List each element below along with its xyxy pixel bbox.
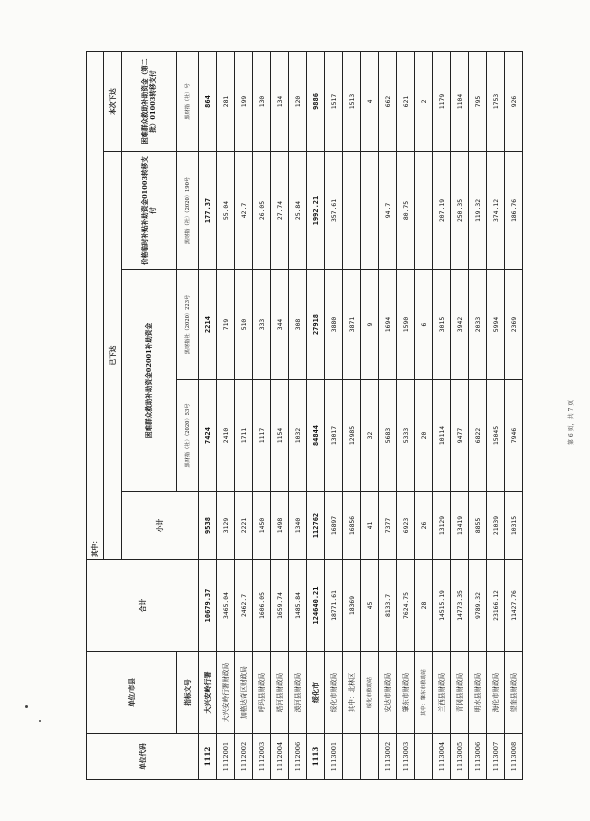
unit-name-cell: 加格达奇区财政局 [235,652,253,734]
subtotal-cell: 26 [415,492,433,560]
col-head-doc3: 黑财指（社）（2020）190号 [177,152,199,270]
unit-name-cell: 肇东市财政局 [397,652,415,734]
table-row [343,51,361,779]
subtotal-cell: 8855 [469,492,487,560]
unit-code-cell: 1113007 [487,734,505,780]
fund2-cell: 25.84 [289,152,307,270]
fund1-doc1-cell: 20 [415,380,433,492]
fund2-cell: 186.76 [505,152,523,270]
fund2-cell: 374.12 [487,152,505,270]
fund2-cell [361,152,379,270]
fund2-cell: 80.75 [397,152,415,270]
fund2-cell: 1992.21 [307,152,325,270]
unit-code-cell: 1112006 [289,734,307,780]
table-row [253,51,271,779]
unit-name-cell: 望奎县财政局 [505,652,523,734]
subtotal-cell: 16856 [343,492,361,560]
fund1-doc2-cell: 510 [235,270,253,380]
fund1-doc2-cell: 3942 [451,270,469,380]
fund1-doc2-cell: 333 [253,270,271,380]
fund1-doc2-cell: 2369 [505,270,523,380]
total-cell: 1659.74 [271,560,289,652]
fund2-cell [415,152,433,270]
fund1-doc2-cell: 344 [271,270,289,380]
col-head-fund2: 价格临时补贴补助资金01003转移支付 [122,152,177,270]
subtotal-cell: 1498 [271,492,289,560]
col-head-code: 单位代码 [87,734,199,780]
subtotal-cell: 1340 [289,492,307,560]
table-row [379,51,397,779]
page-footer [566,395,586,475]
fund1-doc1-cell: 1117 [253,380,271,492]
col-head-unit: 单位/市县 [87,652,177,734]
table-row [433,51,451,779]
unit-code-cell: 1113004 [433,734,451,780]
unit-name-cell: 兰西县财政局 [433,652,451,734]
fund3-cell: 9886 [307,51,325,151]
total-cell: 18771.61 [325,560,343,652]
subtotal-cell: 7377 [379,492,397,560]
total-cell: 28 [415,560,433,652]
table-row [487,51,505,779]
col-head-total: 合计 [87,560,199,652]
fund1-doc2-cell: 3015 [433,270,451,380]
total-cell: 23166.12 [487,560,505,652]
fund3-cell: 1517 [325,51,343,151]
table-row [451,51,469,779]
fund3-cell: 199 [235,51,253,151]
fund1-doc1-cell: 5683 [379,380,397,492]
unit-name-cell: 绥化市 [307,652,325,734]
unit-name-cell: 安达市财政局 [379,652,397,734]
fund1-doc1-cell: 1032 [289,380,307,492]
subtotal-cell: 3129 [217,492,235,560]
table-row [307,51,325,779]
col-head-of-which: 其中： [87,51,104,559]
fund3-cell: 130 [253,51,271,151]
table-row [325,51,343,779]
fund1-doc2-cell: 2214 [199,270,217,380]
table-row [361,51,379,779]
table-row [469,51,487,779]
table-row [505,51,523,779]
total-cell: 8133.7 [379,560,397,652]
fund1-doc1-cell: 1711 [235,380,253,492]
fund1-doc1-cell: 13017 [325,380,343,492]
fund3-cell: 864 [199,51,217,151]
fund1-doc2-cell: 5994 [487,270,505,380]
fund1-doc2-cell: 3880 [325,270,343,380]
fund3-cell: 281 [217,51,235,151]
unit-code-cell: 1113006 [469,734,487,780]
fund1-doc1-cell: 2410 [217,380,235,492]
total-cell: 7624.75 [397,560,415,652]
fund1-doc2-cell: 3871 [343,270,361,380]
unit-name-cell: 海伦市财政局 [487,652,505,734]
fund1-doc2-cell: 27918 [307,270,325,380]
fund3-cell: 1179 [433,51,451,151]
scan-speck [25,705,28,708]
unit-name-cell: 青冈县财政局 [451,652,469,734]
subtotal-cell: 2221 [235,492,253,560]
unit-name-cell: 大兴安岭行署 [199,652,217,734]
total-cell: 1606.05 [253,560,271,652]
table-row [217,51,235,779]
table-row [397,51,415,779]
col-head-doc: 指标文号 [177,652,199,734]
subtotal-cell: 21039 [487,492,505,560]
fund2-cell: 119.32 [469,152,487,270]
fund1-doc1-cell: 7946 [505,380,523,492]
total-cell: 14773.35 [451,560,469,652]
fund3-cell: 795 [469,51,487,151]
fund1-doc1-cell: 7424 [199,380,217,492]
subtotal-cell: 6923 [397,492,415,560]
col-head-this-time: 本次下达 [104,51,122,151]
unit-name-cell: 塔河县财政局 [271,652,289,734]
table-row [271,51,289,779]
fund1-doc2-cell: 9 [361,270,379,380]
fund2-cell: 177.37 [199,152,217,270]
total-cell: 11427.76 [505,560,523,652]
unit-code-cell: 1112001 [217,734,235,780]
fund2-cell [343,152,361,270]
fund2-cell: 207.19 [433,152,451,270]
col-head-fund1: 困难群众救助补助资金02001补助资金 [122,270,177,492]
unit-name-cell: 其中：肇东市救助站 [415,652,433,734]
fund1-doc1-cell: 15045 [487,380,505,492]
fund3-cell: 926 [505,51,523,151]
subtotal-cell: 41 [361,492,379,560]
fund1-doc1-cell: 1154 [271,380,289,492]
fund1-doc2-cell: 719 [217,270,235,380]
fund1-doc1-cell: 9477 [451,380,469,492]
unit-code-cell: 1113003 [397,734,415,780]
unit-code-cell: 1112004 [271,734,289,780]
unit-code-cell [361,734,379,780]
unit-code-cell: 1113002 [379,734,397,780]
fund1-doc2-cell: 1694 [379,270,397,380]
subtotal-cell: 16897 [325,492,343,560]
unit-name-cell: 其中：北林区 [343,652,361,734]
fund2-cell: 250.35 [451,152,469,270]
fund3-cell: 1753 [487,51,505,151]
col-head-doc1: 黑财指（社）（2020）53号 [177,380,199,492]
table-row [415,51,433,779]
subtotal-cell: 13129 [433,492,451,560]
table-row [235,51,253,779]
fund2-cell: 27.74 [271,152,289,270]
fund2-cell: 26.05 [253,152,271,270]
unit-code-cell: 1112002 [235,734,253,780]
fund-allocation-table [86,51,523,780]
fund3-cell: 1104 [451,51,469,151]
unit-code-cell: 1112003 [253,734,271,780]
unit-code-cell [343,734,361,780]
fund3-cell: 1513 [343,51,361,151]
col-head-fund3: 困难群众救助补助资金（第二批）01003转移支付 [122,51,177,151]
total-cell: 14515.19 [433,560,451,652]
unit-name-cell: 明水县财政局 [469,652,487,734]
fund2-cell: 94.7 [379,152,397,270]
fund3-cell: 4 [361,51,379,151]
fund1-doc1-cell: 32 [361,380,379,492]
unit-name-cell: 绥化市财政局 [325,652,343,734]
unit-code-cell: 1113008 [505,734,523,780]
fund1-doc1-cell: 6822 [469,380,487,492]
fund2-cell: 357.61 [325,152,343,270]
total-cell: 2462.7 [235,560,253,652]
rotated-table-area [86,52,522,780]
unit-code-cell: 1112 [199,734,217,780]
col-head-doc2: 黑财指社（2020）223号 [177,270,199,380]
fund1-doc2-cell: 1590 [397,270,415,380]
unit-name-cell: 大兴安岭行署财政局 [217,652,235,734]
subtotal-cell: 10315 [505,492,523,560]
table-row [199,51,217,779]
total-cell: 9789.32 [469,560,487,652]
fund3-cell: 120 [289,51,307,151]
fund1-doc1-cell: 5333 [397,380,415,492]
total-cell: 45 [361,560,379,652]
total-cell: 18369 [343,560,361,652]
unit-code-cell [415,734,433,780]
fund3-cell: 621 [397,51,415,151]
fund3-cell: 662 [379,51,397,151]
fund3-cell: 2 [415,51,433,151]
unit-code-cell: 1113001 [325,734,343,780]
fund1-doc1-cell: 12985 [343,380,361,492]
total-cell: 124640.21 [307,560,325,652]
fund1-doc2-cell: 6 [415,270,433,380]
unit-name-cell: 漠河县财政局 [289,652,307,734]
subtotal-cell: 1450 [253,492,271,560]
table-row [289,51,307,779]
fund1-doc2-cell: 308 [289,270,307,380]
unit-name-cell: 绥化市救助站 [361,652,379,734]
unit-code-cell: 1113 [307,734,325,780]
fund1-doc2-cell: 2033 [469,270,487,380]
fund3-cell: 134 [271,51,289,151]
total-cell: 1485.84 [289,560,307,652]
fund2-cell: 55.04 [217,152,235,270]
col-head-doc4: 黑财指（社）号 [177,51,199,151]
subtotal-cell: 13419 [451,492,469,560]
scan-speck [39,720,41,722]
unit-code-cell: 1113005 [451,734,469,780]
page-number: 第 6 页，共 7 页 [568,399,575,445]
unit-name-cell: 呼玛县财政局 [253,652,271,734]
subtotal-cell: 9538 [199,492,217,560]
fund1-doc1-cell: 10114 [433,380,451,492]
col-head-subtotal: 小计 [122,492,199,560]
col-head-issued: 已下达 [104,152,122,560]
fund1-doc1-cell: 84844 [307,380,325,492]
total-cell: 10679.37 [199,560,217,652]
total-cell: 3465.04 [217,560,235,652]
subtotal-cell: 112762 [307,492,325,560]
fund2-cell: 42.7 [235,152,253,270]
